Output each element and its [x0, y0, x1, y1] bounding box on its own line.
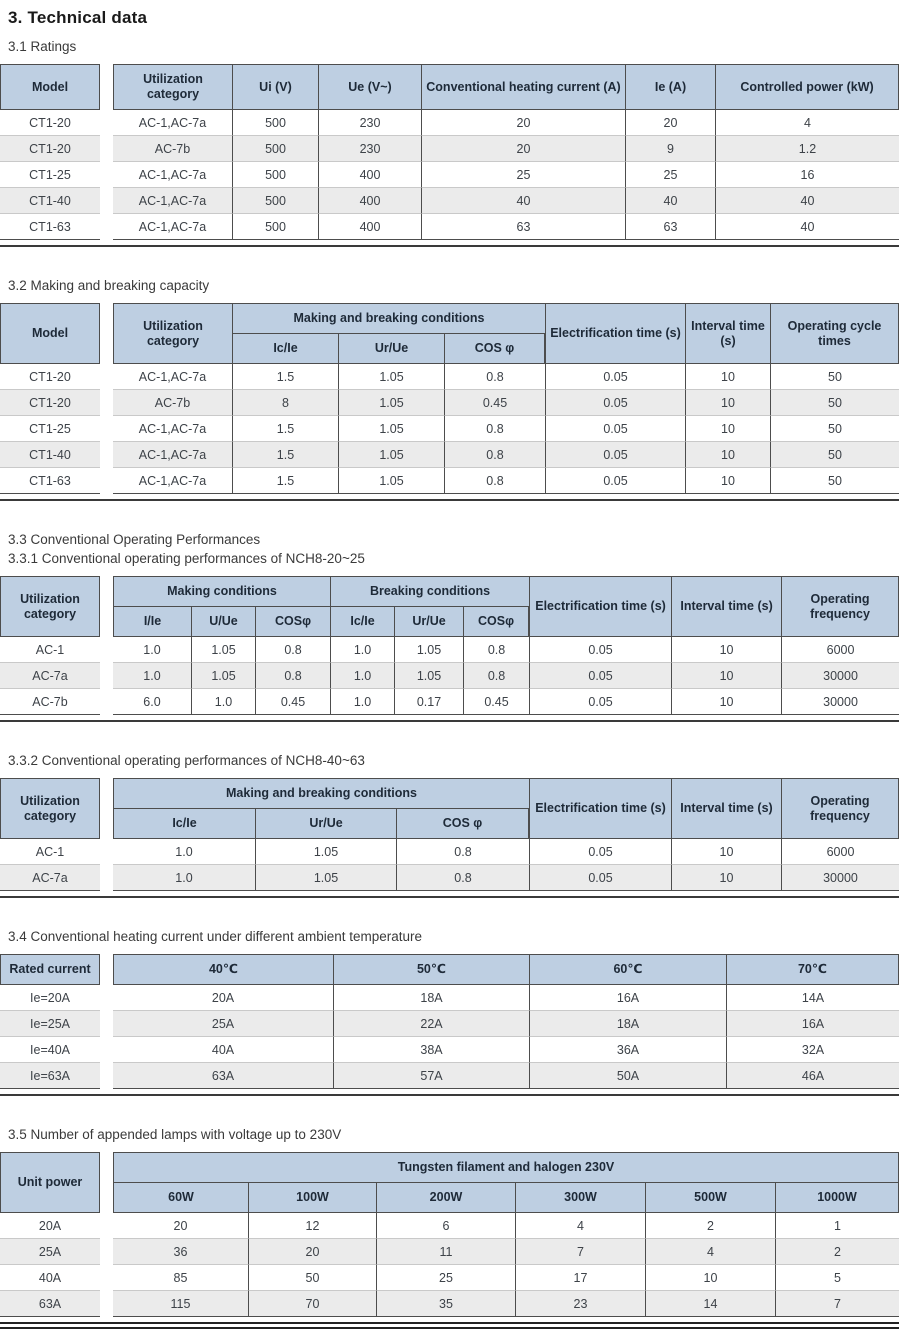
column-gap	[100, 303, 113, 364]
value-cell: 10	[671, 689, 781, 715]
table-row	[0, 1265, 899, 1291]
value-cell: 1.0	[113, 865, 255, 891]
header-cell: COSφ	[463, 607, 529, 637]
header-cell: COS φ	[396, 809, 529, 839]
table-row	[0, 214, 899, 240]
header-cell: Controlled power (kW)	[715, 64, 899, 110]
value-cell: 230	[318, 136, 421, 162]
value-cell: AC-7b	[113, 390, 232, 416]
header-cell: 60W	[113, 1183, 248, 1213]
value-cell: 4	[515, 1213, 645, 1239]
value-cell: 1.0	[191, 689, 255, 715]
row-label-cell: CT1-63	[0, 468, 100, 494]
value-cell: 14A	[726, 985, 899, 1011]
column-gap	[100, 1152, 113, 1213]
operating-performances-40-63-table	[0, 778, 899, 891]
value-cell: 25	[421, 162, 625, 188]
value-cell: 6000	[781, 839, 899, 865]
value-cell: 9	[625, 136, 715, 162]
column-gap	[100, 865, 113, 891]
section-title: 3.3 Conventional Operating Performances	[8, 532, 261, 547]
row-label-cell: CT1-20	[0, 136, 100, 162]
header-cell-first-column: Utilization category	[0, 778, 100, 839]
table-bottom-rule	[0, 1094, 899, 1096]
value-cell: 0.05	[529, 689, 671, 715]
row-label-cell: 63A	[0, 1291, 100, 1317]
value-cell: 8	[232, 390, 338, 416]
value-cell: 25	[376, 1265, 515, 1291]
header-cell: 100W	[248, 1183, 376, 1213]
header-cell: Tungsten filament and halogen 230V	[113, 1152, 899, 1183]
row-label-cell: CT1-25	[0, 162, 100, 188]
making-breaking-capacity-table	[0, 303, 899, 494]
column-gap	[100, 1063, 113, 1089]
header-cell: Ur/Ue	[255, 809, 396, 839]
value-cell: 50	[770, 468, 899, 494]
column-gap	[100, 778, 113, 839]
column-gap	[100, 1213, 113, 1239]
value-cell: 1.5	[232, 468, 338, 494]
header-cell: Ur/Ue	[394, 607, 463, 637]
value-cell: 30000	[781, 865, 899, 891]
value-cell: 20	[421, 110, 625, 136]
column-gap	[100, 1291, 113, 1317]
header-cell: Interval time (s)	[685, 303, 770, 364]
header-cell: Operating frequency	[781, 576, 899, 637]
value-cell: 10	[685, 416, 770, 442]
value-cell: 0.45	[255, 689, 330, 715]
value-cell: 30000	[781, 663, 899, 689]
value-cell: 63	[625, 214, 715, 240]
value-cell: 36A	[529, 1037, 726, 1063]
section-making-breaking-capacity	[0, 277, 899, 501]
column-gap	[100, 576, 113, 637]
value-cell: 63A	[113, 1063, 333, 1089]
heating-current-table	[0, 954, 899, 1089]
section-operating-performances-20-25	[0, 531, 899, 722]
value-cell: 1.05	[338, 390, 444, 416]
value-cell: 1.05	[338, 442, 444, 468]
value-cell: 16	[715, 162, 899, 188]
header-cell: Breaking conditions	[330, 576, 529, 607]
column-gap	[100, 1011, 113, 1037]
column-gap	[100, 954, 113, 985]
value-cell: 500	[232, 136, 318, 162]
table-row	[0, 136, 899, 162]
header-cell: 300W	[515, 1183, 645, 1213]
column-gap	[100, 468, 113, 494]
header-cell: Making conditions	[113, 576, 330, 607]
header-cell: 1000W	[775, 1183, 899, 1213]
row-label-cell: Ie=63A	[0, 1063, 100, 1089]
table-row	[0, 689, 899, 715]
header-cell-first-column: Model	[0, 303, 100, 364]
value-cell: AC-1,AC-7a	[113, 364, 232, 390]
value-cell: 5	[775, 1265, 899, 1291]
header-cell: Interval time (s)	[671, 778, 781, 839]
value-cell: 0.8	[255, 663, 330, 689]
value-cell: 16A	[529, 985, 726, 1011]
value-cell: 0.8	[255, 637, 330, 663]
column-gap	[100, 839, 113, 865]
value-cell: 115	[113, 1291, 248, 1317]
header-cell-first-column: Unit power	[0, 1152, 100, 1213]
header-cell-first-column: Utilization category	[0, 576, 100, 637]
value-cell: 11	[376, 1239, 515, 1265]
value-cell: 20A	[113, 985, 333, 1011]
value-cell: 0.05	[529, 637, 671, 663]
value-cell: 18A	[529, 1011, 726, 1037]
value-cell: 10	[685, 442, 770, 468]
column-gap	[100, 442, 113, 468]
value-cell: 0.05	[529, 865, 671, 891]
value-cell: 0.05	[529, 663, 671, 689]
value-cell: 0.17	[394, 689, 463, 715]
row-label-cell: AC-7a	[0, 663, 100, 689]
value-cell: 1.05	[394, 637, 463, 663]
header-cell-first-column: Model	[0, 64, 100, 110]
column-gap	[100, 390, 113, 416]
header-cell: Ie (A)	[625, 64, 715, 110]
table-row	[0, 364, 899, 390]
value-cell: 17	[515, 1265, 645, 1291]
value-cell: AC-1,AC-7a	[113, 468, 232, 494]
value-cell: 4	[715, 110, 899, 136]
value-cell: AC-1,AC-7a	[113, 110, 232, 136]
table-row	[0, 1011, 899, 1037]
value-cell: 70	[248, 1291, 376, 1317]
value-cell: 0.05	[545, 442, 685, 468]
section-title: 3.1 Ratings	[8, 39, 77, 54]
header-cell: 50℃	[333, 954, 529, 985]
value-cell: AC-7b	[113, 136, 232, 162]
value-cell: 1.0	[113, 637, 191, 663]
value-cell: 500	[232, 110, 318, 136]
column-gap	[100, 64, 113, 110]
value-cell: 40	[715, 214, 899, 240]
row-label-cell: AC-7b	[0, 689, 100, 715]
value-cell: 22A	[333, 1011, 529, 1037]
value-cell: 7	[775, 1291, 899, 1317]
value-cell: 40A	[113, 1037, 333, 1063]
header-cell: Making and breaking conditions	[232, 303, 545, 334]
value-cell: 500	[232, 188, 318, 214]
header-cell: Ue (V~)	[318, 64, 421, 110]
column-gap	[100, 637, 113, 663]
value-cell: 10	[671, 839, 781, 865]
value-cell: 40	[715, 188, 899, 214]
value-cell: 12	[248, 1213, 376, 1239]
table-row	[0, 865, 899, 891]
value-cell: 1.5	[232, 442, 338, 468]
value-cell: 50	[770, 442, 899, 468]
value-cell: 40	[625, 188, 715, 214]
header-cell: COS φ	[444, 334, 545, 364]
column-gap	[100, 663, 113, 689]
value-cell: 6	[376, 1213, 515, 1239]
value-cell: 1.05	[191, 637, 255, 663]
header-cell: COSφ	[255, 607, 330, 637]
value-cell: 20	[421, 136, 625, 162]
value-cell: 0.45	[463, 689, 529, 715]
value-cell: 10	[685, 390, 770, 416]
header-cell: Operating frequency	[781, 778, 899, 839]
row-label-cell: 40A	[0, 1265, 100, 1291]
column-gap	[100, 985, 113, 1011]
header-cell: Ic/Ie	[232, 334, 338, 364]
row-label-cell: AC-7a	[0, 865, 100, 891]
value-cell: 0.8	[444, 468, 545, 494]
table-row	[0, 663, 899, 689]
value-cell: 1.05	[255, 865, 396, 891]
value-cell: 400	[318, 188, 421, 214]
header-cell: Ic/Ie	[330, 607, 394, 637]
appended-lamps-table	[0, 1152, 899, 1317]
value-cell: 0.8	[444, 416, 545, 442]
table-row	[0, 442, 899, 468]
value-cell: 36	[113, 1239, 248, 1265]
column-gap	[100, 110, 113, 136]
value-cell: 0.8	[396, 839, 529, 865]
row-label-cell: CT1-20	[0, 364, 100, 390]
header-cell: 70℃	[726, 954, 899, 985]
value-cell: 18A	[333, 985, 529, 1011]
header-cell: Interval time (s)	[671, 576, 781, 637]
value-cell: 0.8	[463, 663, 529, 689]
value-cell: 1.05	[191, 663, 255, 689]
row-label-cell: 25A	[0, 1239, 100, 1265]
row-label-cell: AC-1	[0, 637, 100, 663]
subsection-title: 3.3.2 Conventional operating performances of NCH8-40~63	[8, 753, 365, 768]
value-cell: 0.8	[444, 442, 545, 468]
table-bottom-rule	[0, 499, 899, 501]
value-cell: 1.05	[255, 839, 396, 865]
value-cell: 10	[671, 637, 781, 663]
value-cell: 50A	[529, 1063, 726, 1089]
section-heating-current-ambient-temperature	[0, 928, 899, 1096]
header-cell: Conventional heating current (A)	[421, 64, 625, 110]
value-cell: 50	[248, 1265, 376, 1291]
header-cell: Electrification time (s)	[529, 778, 671, 839]
value-cell: 400	[318, 214, 421, 240]
value-cell: 0.05	[529, 839, 671, 865]
header-cell: 60℃	[529, 954, 726, 985]
value-cell: 0.05	[545, 390, 685, 416]
page-bottom-rule	[0, 1322, 899, 1329]
value-cell: 10	[671, 865, 781, 891]
value-cell: 32A	[726, 1037, 899, 1063]
value-cell: 40	[421, 188, 625, 214]
value-cell: 7	[515, 1239, 645, 1265]
value-cell: 4	[645, 1239, 775, 1265]
column-gap	[100, 689, 113, 715]
section-title: 3.5 Number of appended lamps with voltage up to 230V	[8, 1127, 342, 1142]
row-label-cell: CT1-25	[0, 416, 100, 442]
table-bottom-rule	[0, 896, 899, 898]
value-cell: 16A	[726, 1011, 899, 1037]
row-label-cell: Ie=20A	[0, 985, 100, 1011]
table-row	[0, 390, 899, 416]
header-cell: Making and breaking conditions	[113, 778, 529, 809]
value-cell: 14	[645, 1291, 775, 1317]
value-cell: 1.0	[330, 663, 394, 689]
value-cell: 35	[376, 1291, 515, 1317]
row-label-cell: CT1-40	[0, 442, 100, 468]
value-cell: 10	[685, 364, 770, 390]
value-cell: 1.05	[338, 364, 444, 390]
row-label-cell: Ie=40A	[0, 1037, 100, 1063]
value-cell: AC-1,AC-7a	[113, 162, 232, 188]
value-cell: 50	[770, 390, 899, 416]
value-cell: 30000	[781, 689, 899, 715]
header-cell: Ui (V)	[232, 64, 318, 110]
table-row	[0, 110, 899, 136]
table-row	[0, 637, 899, 663]
header-cell: I/Ie	[113, 607, 191, 637]
value-cell: AC-1,AC-7a	[113, 416, 232, 442]
header-cell: Ur/Ue	[338, 334, 444, 364]
value-cell: 1.05	[338, 416, 444, 442]
row-label-cell: AC-1	[0, 839, 100, 865]
column-gap	[100, 162, 113, 188]
section-operating-performances-40-63	[0, 752, 899, 898]
value-cell: 10	[645, 1265, 775, 1291]
value-cell: 2	[645, 1213, 775, 1239]
column-gap	[100, 416, 113, 442]
value-cell: 500	[232, 214, 318, 240]
value-cell: 10	[685, 468, 770, 494]
section-ratings	[0, 38, 899, 247]
value-cell: 0.05	[545, 468, 685, 494]
value-cell: 0.8	[463, 637, 529, 663]
table-row	[0, 468, 899, 494]
table-row	[0, 1213, 899, 1239]
section-title: 3.2 Making and breaking capacity	[8, 278, 210, 293]
header-cell: Utilization category	[113, 303, 232, 364]
column-gap	[100, 364, 113, 390]
value-cell: 50	[770, 416, 899, 442]
table-row	[0, 188, 899, 214]
value-cell: 1.0	[330, 689, 394, 715]
value-cell: AC-1,AC-7a	[113, 188, 232, 214]
value-cell: 1.5	[232, 364, 338, 390]
value-cell: 20	[248, 1239, 376, 1265]
value-cell: 57A	[333, 1063, 529, 1089]
table-bottom-rule	[0, 720, 899, 722]
row-label-cell: CT1-20	[0, 390, 100, 416]
header-cell: Utilization category	[113, 64, 232, 110]
ratings-table	[0, 64, 899, 240]
value-cell: 1.0	[113, 839, 255, 865]
value-cell: 6000	[781, 637, 899, 663]
value-cell: 2	[775, 1239, 899, 1265]
value-cell: 25	[625, 162, 715, 188]
header-cell: Ic/Ie	[113, 809, 255, 839]
column-gap	[100, 1037, 113, 1063]
value-cell: 85	[113, 1265, 248, 1291]
page-title: 3. Technical data	[8, 8, 148, 27]
value-cell: 0.05	[545, 364, 685, 390]
header-cell: U/Ue	[191, 607, 255, 637]
header-cell: Electrification time (s)	[529, 576, 671, 637]
value-cell: 46A	[726, 1063, 899, 1089]
value-cell: 1.2	[715, 136, 899, 162]
value-cell: AC-1,AC-7a	[113, 442, 232, 468]
section-appended-lamps	[0, 1126, 899, 1329]
section-title: 3.4 Conventional heating current under different ambient temperature	[8, 929, 423, 944]
subsection-title: 3.3.1 Conventional operating performances of NCH8-20~25	[8, 551, 365, 566]
column-gap	[100, 214, 113, 240]
table-row	[0, 416, 899, 442]
row-label-cell: CT1-40	[0, 188, 100, 214]
value-cell: 0.45	[444, 390, 545, 416]
table-bottom-rule	[0, 245, 899, 247]
table-row	[0, 985, 899, 1011]
table-row	[0, 1063, 899, 1089]
header-cell: Operating cycle times	[770, 303, 899, 364]
value-cell: 6.0	[113, 689, 191, 715]
value-cell: 1.05	[338, 468, 444, 494]
value-cell: 20	[113, 1213, 248, 1239]
value-cell: 400	[318, 162, 421, 188]
column-gap	[100, 1239, 113, 1265]
row-label-cell: Ie=25A	[0, 1011, 100, 1037]
header-cell: Electrification time (s)	[545, 303, 685, 364]
value-cell: 230	[318, 110, 421, 136]
value-cell: 1.0	[330, 637, 394, 663]
row-label-cell: CT1-20	[0, 110, 100, 136]
table-row	[0, 1291, 899, 1317]
value-cell: 1.05	[394, 663, 463, 689]
table-row	[0, 162, 899, 188]
value-cell: 63	[421, 214, 625, 240]
header-cell: 200W	[376, 1183, 515, 1213]
column-gap	[100, 1265, 113, 1291]
table-row	[0, 1037, 899, 1063]
row-label-cell: CT1-63	[0, 214, 100, 240]
value-cell: 23	[515, 1291, 645, 1317]
table-row	[0, 1239, 899, 1265]
value-cell: 0.8	[444, 364, 545, 390]
value-cell: 10	[671, 663, 781, 689]
value-cell: AC-1,AC-7a	[113, 214, 232, 240]
header-cell-first-column: Rated current	[0, 954, 100, 985]
operating-performances-20-25-table	[0, 576, 899, 715]
header-cell: 500W	[645, 1183, 775, 1213]
header-cell: 40℃	[113, 954, 333, 985]
value-cell: 25A	[113, 1011, 333, 1037]
column-gap	[100, 136, 113, 162]
column-gap	[100, 188, 113, 214]
value-cell: 1.0	[113, 663, 191, 689]
value-cell: 500	[232, 162, 318, 188]
value-cell: 0.8	[396, 865, 529, 891]
value-cell: 38A	[333, 1037, 529, 1063]
value-cell: 1.5	[232, 416, 338, 442]
value-cell: 1	[775, 1213, 899, 1239]
row-label-cell: 20A	[0, 1213, 100, 1239]
value-cell: 20	[625, 110, 715, 136]
value-cell: 0.05	[545, 416, 685, 442]
value-cell: 50	[770, 364, 899, 390]
table-row	[0, 839, 899, 865]
